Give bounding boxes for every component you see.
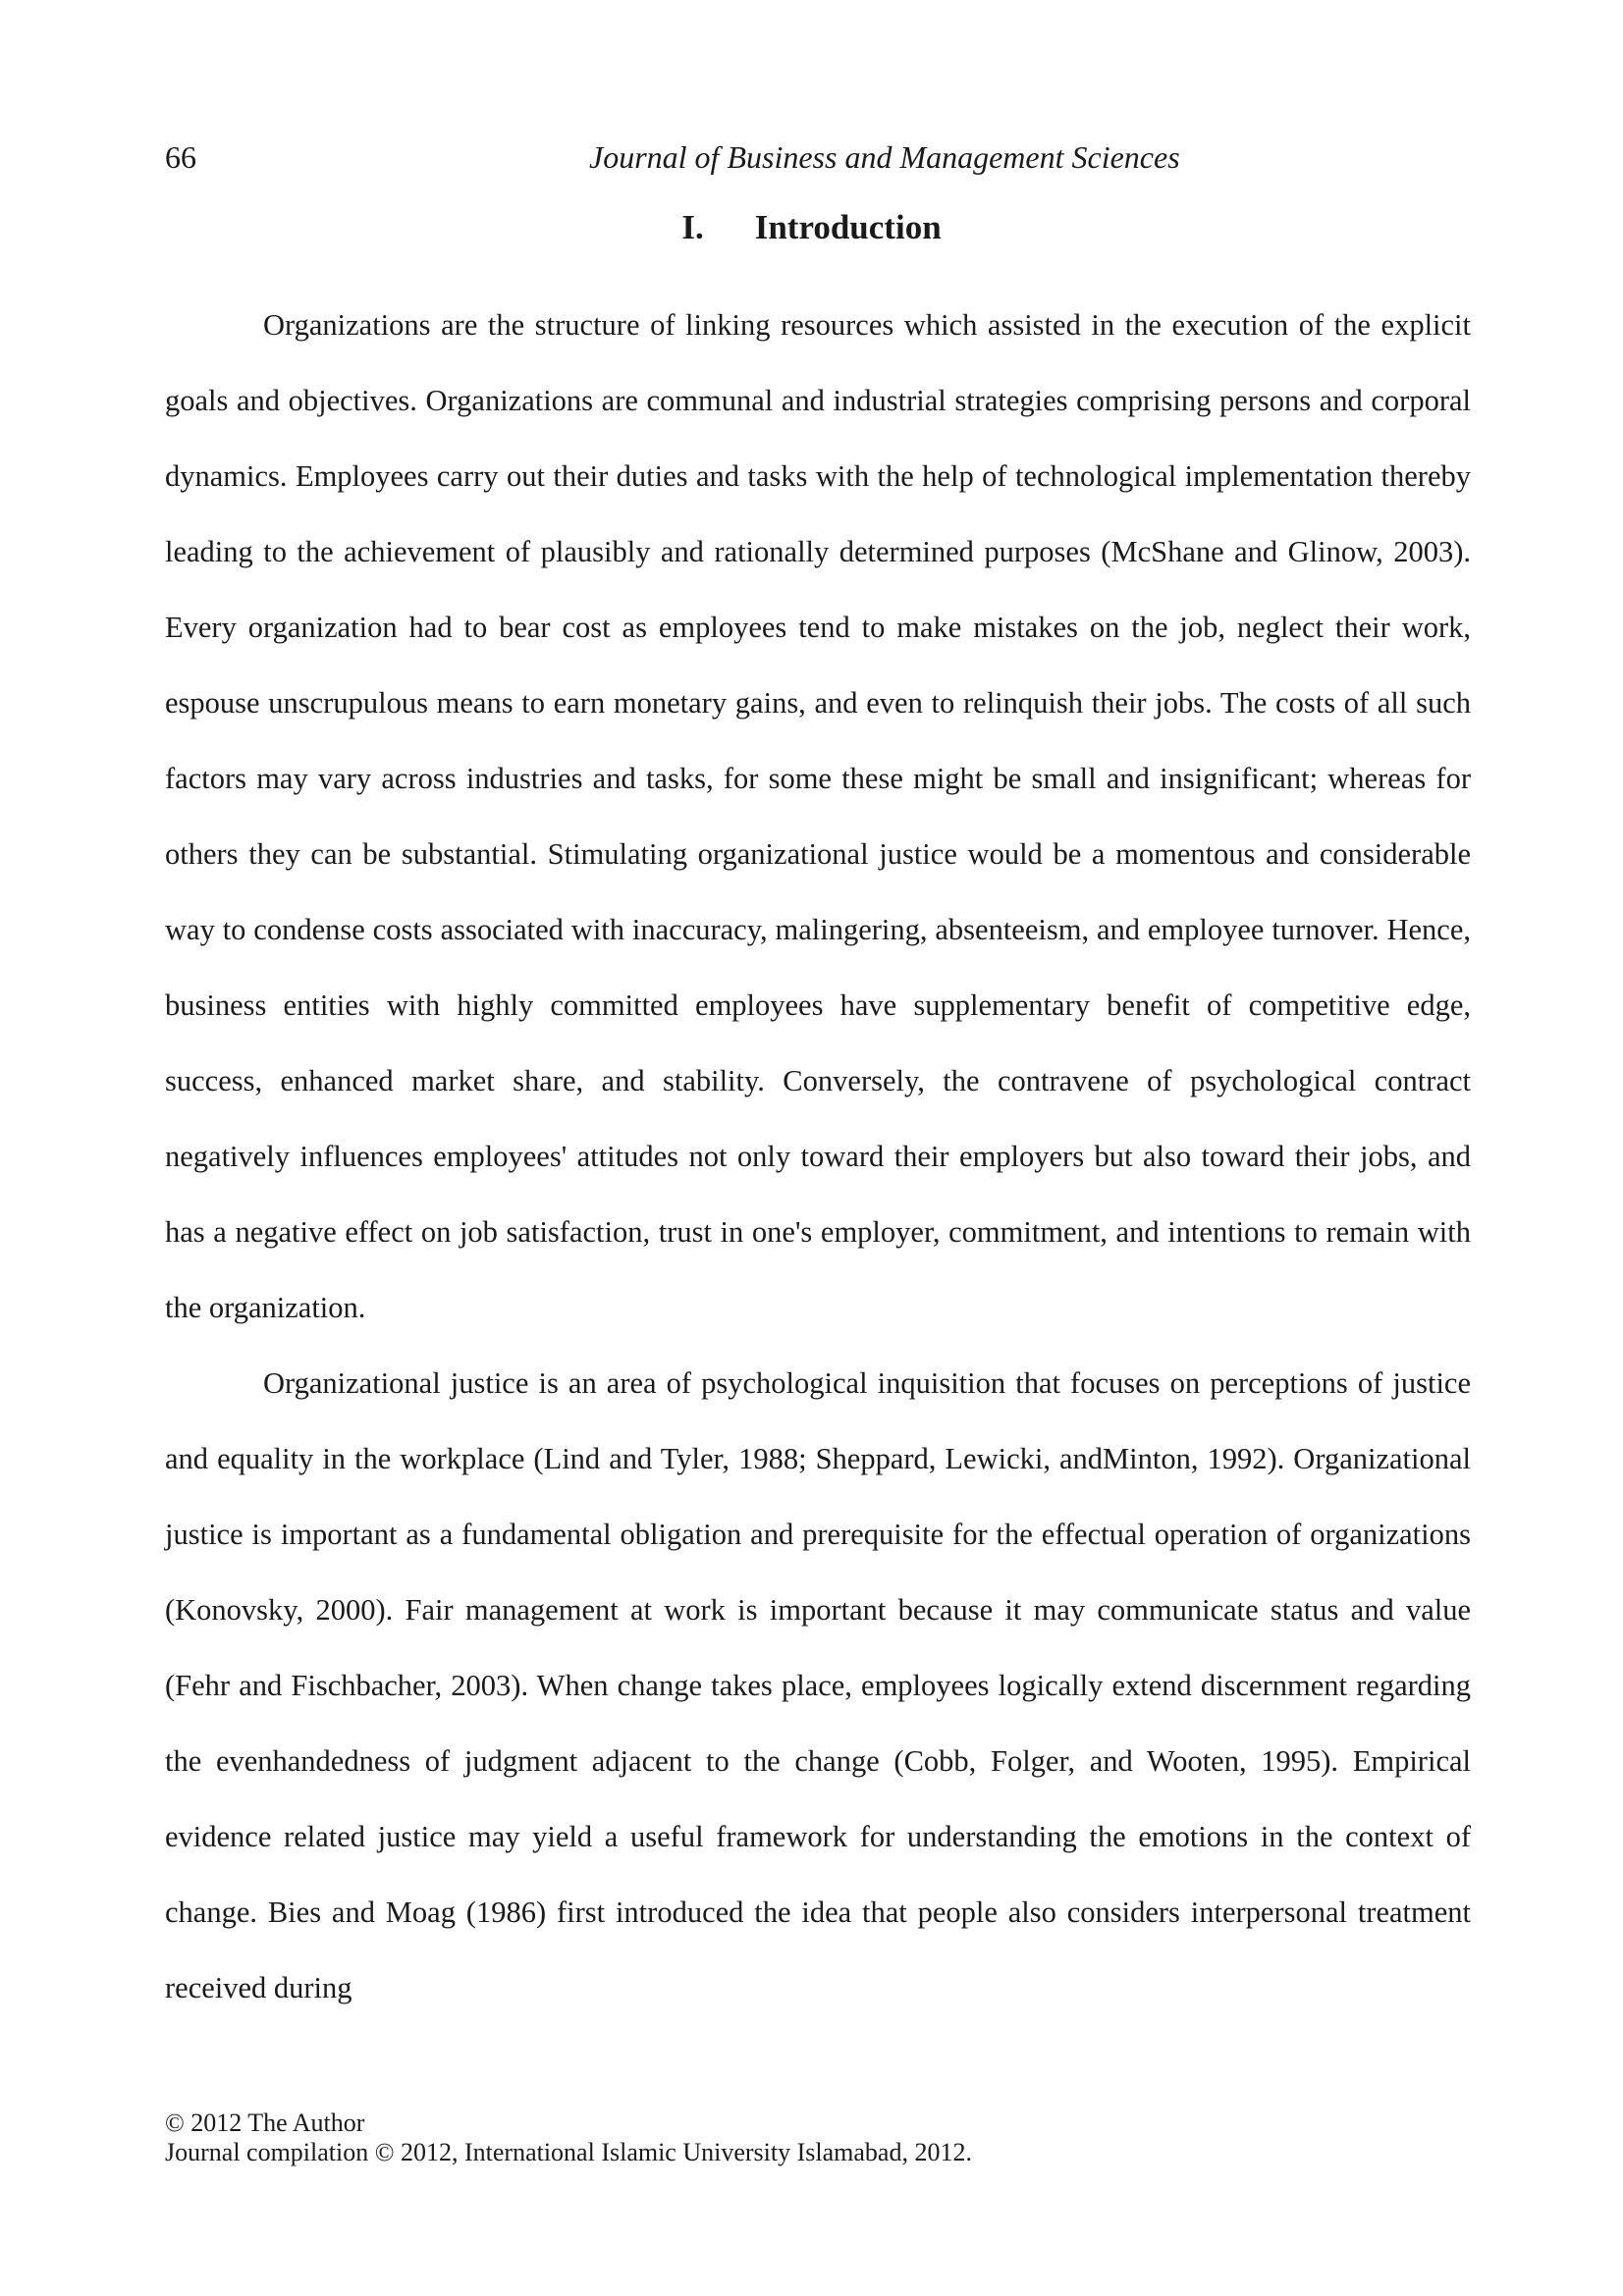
page-number: 66 (165, 139, 196, 175)
footer (165, 2109, 972, 2167)
section-title: Introduction (754, 208, 942, 246)
section-number: I. (681, 208, 704, 246)
paragraph: Organizations are the structure of linking resources which assisted in the execution of the explicit goals and objectives. Organizations are communal and industrial strategies comprising persons and corporal dynamics. Employees carry out their duties and tasks with the help of technological implementation thereby leading to the achievement of plausibly and rationally determined purposes (McShane and Glinow, 2003). Every organization had to bear cost as employees tend to make mistakes on the job, neglect their work, espouse unscrupulous means to earn monetary gains, and even to relinquish their jobs. The costs of all such factors may vary across industries and tasks, for some these might be small and insignificant; whereas for others they can be substantial. Stimulating organizational justice would be a momentous and considerable way to condense costs associated with inaccuracy, malingering, absenteeism, and employee turnover. Hence, business entities with highly committed employees have supplementary benefit of competitive edge, success, enhanced market share, and stability. Conversely, the contravene of psychological contract negatively influences employees' attitudes not only toward their employers but also toward their jobs, and has a negative effect on job satisfaction, trust in one's employer, commitment, and intentions to remain with the organization. (165, 308, 1471, 1324)
copyright-line: © 2012 The Author (165, 2109, 365, 2137)
body-text (165, 288, 1471, 2026)
paragraph: Organizational justice is an area of psychological inquisition that focuses on perceptions of justice and equality in the workplace (Lind and Tyler, 1988; Sheppard, Lewicki, andMinton, 1992). Organizational justice is important as a fundamental obligation and prerequisite for the effectual operation of organizations (Konovsky, 2000). Fair management at work is important because it may communicate status and value (Fehr and Fischbacher, 2003). When change takes place, employees logically extend discernment regarding the evenhandedness of judgment adjacent to the change (Cobb, Folger, and Wooten, 1995). Empirical evidence related justice may yield a useful framework for understanding the emotions in the context of change. Bies and Moag (1986) first introduced the idea that people also considers interpersonal treatment received during (165, 1366, 1471, 2004)
running-head: Journal of Business and Management Sciences (589, 139, 1180, 175)
compilation-line: Journal compilation © 2012, International Islamic University Islamabad, 2012. (165, 2138, 972, 2166)
section-heading (0, 206, 1623, 249)
